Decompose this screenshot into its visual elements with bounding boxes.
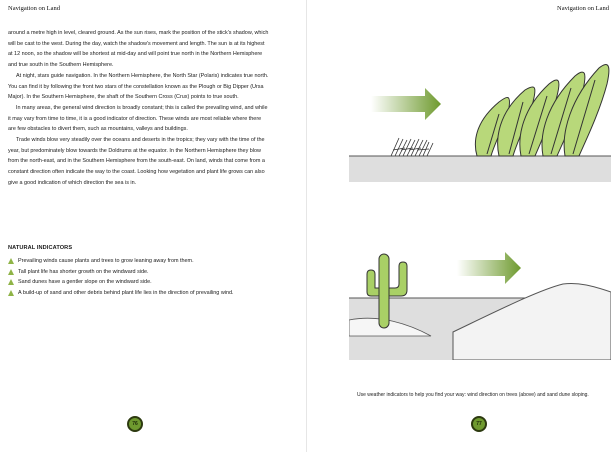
triangle-bullet-icon xyxy=(8,269,14,275)
indicator-list xyxy=(8,256,270,299)
left-page xyxy=(0,0,307,452)
wind-arrow-icon xyxy=(457,252,521,284)
running-head: Navigation on Land xyxy=(557,5,609,12)
list-item-text: A build-up of sand and other debris behind plant life lies in the direction of prevailing wind. xyxy=(18,290,234,297)
page-number: 77 xyxy=(471,416,487,432)
grass-icon xyxy=(391,138,433,156)
list-item-text: Tall plant life has shorter growth on the windward side. xyxy=(18,268,149,275)
sand-dune-icon xyxy=(453,283,611,360)
sand-dune-illustration xyxy=(349,240,611,360)
paragraph: At night, stars guide navigation. In the Northern Hemisphere, the North Star (Polaris) indicates true north. You can find it by following the front two stars of the constellation known as the Plough or Big Dipper (Ursa Major). In the Southern Hemisphere, the shaft of the Southern Cross (Crux) points to true south. xyxy=(8,72,269,101)
list-item-text: Sand dunes have a gentler slope on the windward side. xyxy=(18,279,152,286)
paragraph: Trade winds blow very steadily over the oceans and deserts in the tropics; they vary with the time of the year, but predominately blow towards the Doldrums at the equator. In the Northern Hemisphere they blow from the north-east, and in the Southern Hemisphere from the south-east. On land, winds that come from a constant direction often indicate the way to the coast. Looking how vegetation and plant life grows can also give a good indication of which direction the sea is in. xyxy=(8,137,265,186)
figure-caption: Use weather indicators to help you find your way: wind direction on trees (above) and sand dune sloping. xyxy=(357,392,589,398)
paragraph: around a metre high in level, cleared ground. As the sun rises, mark the position of the stick's shadow, which will be cast to the west. During the day, watch the shadow's movement and length. The sun is at its highest at 12 noon, so the shadow will be shortest at mid-day and will point true north in the Northern Hemisphere and true south in the Southern Hemisphere. xyxy=(8,30,269,69)
page-number: 76 xyxy=(127,416,143,432)
list-item xyxy=(8,277,270,288)
wind-arrow-icon xyxy=(371,88,441,120)
body-text xyxy=(8,28,270,189)
triangle-bullet-icon xyxy=(8,290,14,296)
wind-trees-illustration xyxy=(349,62,611,182)
bent-trees-icon xyxy=(475,65,609,156)
section-heading: NATURAL INDICATORS xyxy=(8,245,73,251)
sand-dune-svg xyxy=(349,240,611,360)
list-item xyxy=(8,256,270,267)
triangle-bullet-icon xyxy=(8,258,14,264)
list-item xyxy=(8,267,270,278)
paragraph: In many areas, the general wind direction is broadly constant; this is called the prevailing wind, and while it may vary from time to time, it is a good indicator of direction. These winds are most reliable where there are few obstacles to divert them, such as mountains, valleys and buildings. xyxy=(8,104,268,133)
triangle-bullet-icon xyxy=(8,279,14,285)
ground-band xyxy=(349,156,611,182)
running-head: Navigation on Land xyxy=(8,5,60,12)
list-item-text: Prevailing winds cause plants and trees to grow leaning away from them. xyxy=(18,258,194,264)
natural-indicators-box xyxy=(8,244,270,299)
wind-trees-svg xyxy=(349,62,611,182)
right-page xyxy=(307,0,615,452)
list-item xyxy=(8,288,270,299)
